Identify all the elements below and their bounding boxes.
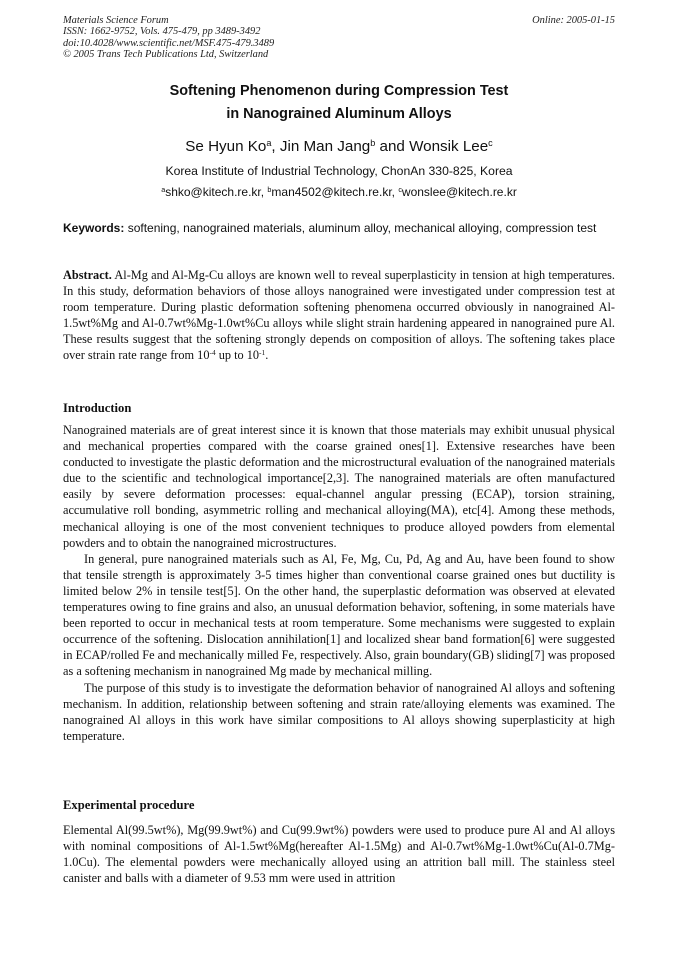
section-heading-experimental: Experimental procedure [63, 798, 195, 812]
abstract-text: up to 10 [215, 348, 260, 363]
author-name: Jin Man Jang [279, 138, 371, 155]
issn-line: ISSN: 1662-9752, Vols. 475-479, pp 3489-3492 [63, 26, 261, 38]
abstract-label: Abstract. [63, 268, 112, 282]
keywords-label: Keywords: [63, 221, 125, 235]
doi-line: doi:10.4028/www.scientific.net/MSF.475-479.3489 [63, 37, 275, 49]
keywords-text: softening, nanograined materials, aluminum alloy, mechanical alloying, compression test [124, 221, 597, 235]
section-heading-introduction: Introduction [63, 401, 132, 415]
author-affil-mark: c [488, 137, 493, 148]
journal-header [63, 15, 615, 61]
author-affil-mark: b [370, 137, 376, 148]
abstract-text: . [265, 348, 269, 363]
email-mark: a [161, 185, 166, 195]
journal-name: Materials Science Forum [63, 15, 169, 26]
abstract [63, 267, 615, 364]
exponent: -4 [209, 348, 216, 358]
author-name: Wonsik Lee [409, 138, 489, 155]
email-address: man4502@kitech.re.kr, [271, 185, 399, 199]
copyright-line: © 2005 Trans Tech Publications Ltd, Switzerland [63, 49, 269, 61]
email-address: wonslee@kitech.re.kr [401, 185, 517, 199]
author-separator: and [375, 138, 410, 155]
exponent: -1 [259, 348, 266, 358]
keywords [63, 221, 615, 236]
online-date: Online: 2005-01-15 [532, 15, 615, 26]
experimental-body [63, 822, 615, 886]
abstract-text: Al-Mg and Al-Mg-Cu alloys are known well to reveal superplasticity in tension at high temperatures. In this study, deformation behaviors of those alloys nanograined were investigated under compression test at room temperature. During plastic deformation softening phenomena occurred obviously in nanograined Al-1.5wt%Mg and Al-0.7wt%Mg-1.0wt%Cu alloys while slight strain hardening appeared in nanograined pure Al. These results suggest that the softening strongly depends on composition of alloys. The softening takes place over strain rate range from 10 [63, 268, 615, 363]
author-name: Se Hyun Ko [185, 138, 267, 155]
email-mark: b [267, 185, 272, 195]
author-emails [63, 184, 615, 200]
author-affil-mark: a [266, 137, 272, 148]
paper-title [63, 80, 615, 126]
paragraph: The purpose of this study is to investigate the deformation behavior of nanograined Al alloys and softening mechanism. In addition, relationship between softening and strain rate/alloying elements was examined. The nanograined Al alloys in this work have similar compositions to Al alloys showing superplasticity at high temperature. [63, 680, 615, 743]
email-mark: c [398, 185, 402, 195]
paragraph: Nanograined materials are of great interest since it is known that those materials may exhibit unusual physical and mechanical properties compared with the coarse grained ones[1]. Extensive researches have been conducted to investigate the plastic deformation and the microstructural evaluation of the nanograined materials due to the scientific and technological importance[2,3]. The nanograined materials are often manufactured easily by severe deformation processes: equal-channel angular pressing (ECAP), torsion straining, accumulative roll bonding, asymmetric rolling and mechanical alloying(MA), etc[4]. Among these methods, mechanical alloying is one of the most convenient techniques to produce alloyed powders from elemental powders and to obtain the nanograined microstructures. [63, 423, 615, 550]
author-separator: , [271, 138, 280, 155]
title-line-1: Softening Phenomenon during Compression Test [169, 83, 509, 99]
email-address: shko@kitech.re.kr, [165, 185, 268, 199]
title-line-2: in Nanograined Aluminum Alloys [226, 106, 452, 122]
introduction-body [63, 422, 615, 744]
paragraph: Elemental Al(99.5wt%), Mg(99.9wt%) and Cu(99.9wt%) powders were used to produce pure Al and Al alloys with nominal compositions of Al-1.5wt%Mg(hereafter Al-1.5Mg) and Al-0.7wt%Mg-1.0wt%Cu(Al-0.7Mg-1.0Cu). The elemental powders were mechanically alloyed using an attrition ball mill. The stainless steel canister and balls with a diameter of 9.53 mm were used in attrition [63, 823, 615, 886]
paragraph: In general, pure nanograined materials such as Al, Fe, Mg, Cu, Pd, Ag and Au, have been found to show that tensile strength is approximately 3-5 times higher than conventional coarse grained ones but ductility is limited below 2% in tensile test[5]. On the other hand, the superplastic deformation was observed at elevated temperatures owing to fine grains and also, an unusual deformation behavior, softening, in some materials have been reported to occur in mechanical tests at room temperature. Some mechanisms were suggested to explain occurrence of the softening. Dislocation annihilation[1] and localized shear band formation[6] were suggested in ECAP/rolled Fe and mechanically milled Fe, respectively. Also, grain boundary(GB) sliding[7] was proposed as a softening mechanism in nanograined Mg made by mechanical milling. [63, 551, 615, 679]
author-list [63, 137, 615, 157]
affiliation: Korea Institute of Industrial Technology, ChonAn 330-825, Korea [165, 164, 513, 178]
